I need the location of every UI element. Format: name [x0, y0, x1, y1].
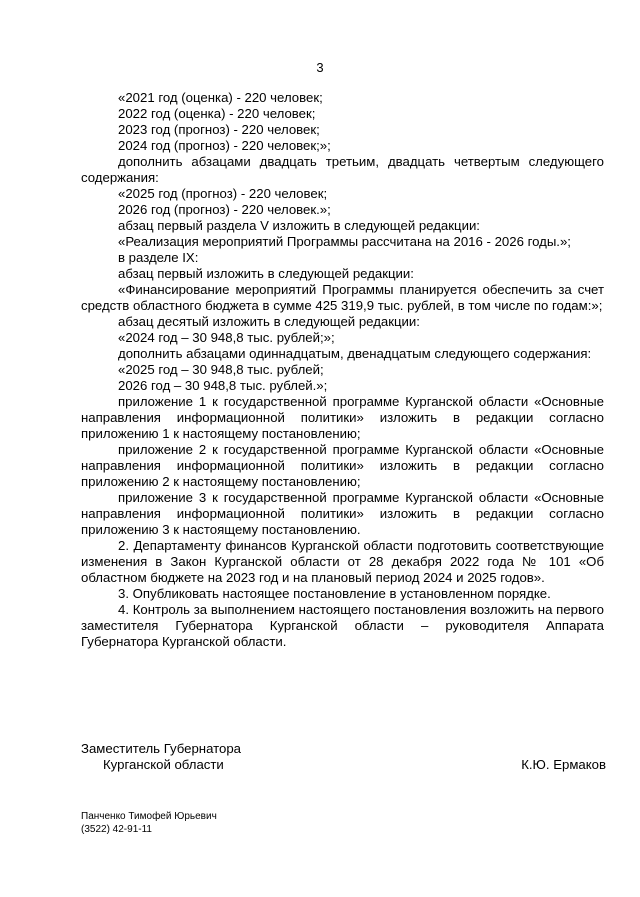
- paragraph: «Финансирование мероприятий Программы планируется обеспечить за счет средств областного бюджета в сумме 425 319,9 тыс. рублей, в том числе по годам:»;: [81, 282, 604, 313]
- paragraph: 3. Опубликовать настоящее постановление в установленном порядке.: [118, 586, 551, 601]
- page-number: 3: [316, 60, 324, 75]
- executor-name: Панченко Тимофей Юрьевич: [81, 811, 217, 822]
- paragraph: в разделе IX:: [118, 250, 199, 265]
- paragraph: «2025 год (прогноз) - 220 человек;: [118, 186, 328, 201]
- executor-phone: (3522) 42-91-11: [81, 824, 152, 835]
- paragraph: 2024 год (прогноз) - 220 человек;»;: [118, 138, 331, 153]
- paragraph: приложение 1 к государственной программе Курганской области «Основные направления информационной политики» изложить в редакции согласно приложению 1 к настоящему постановлению;: [81, 394, 604, 441]
- paragraph: дополнить абзацами одиннадцатым, двенадцатым следующего содержания:: [118, 346, 592, 361]
- paragraph: 2023 год (прогноз) - 220 человек;: [118, 122, 320, 137]
- paragraph: абзац первый раздела V изложить в следующей редакции:: [118, 218, 480, 233]
- paragraph: абзац десятый изложить в следующей редакции:: [118, 314, 420, 329]
- paragraph: приложение 3 к государственной программе Курганской области «Основные направления информационной политики» изложить в редакции согласно приложению 3 к настоящему постановлению.: [81, 490, 604, 537]
- paragraph: 2. Департаменту финансов Курганской области подготовить соответствующие изменения в Закон Курганской области от 28 декабря 2022 года № 101 «Об областном бюджете на 2023 год и на плановый период 2024 и 2025 годов».: [81, 538, 604, 585]
- signatory-name: К.Ю. Ермаков: [521, 757, 606, 772]
- paragraph: 2026 год – 30 948,8 тыс. рублей.»;: [118, 378, 328, 393]
- signature-position-line2: Курганской области: [103, 757, 224, 772]
- paragraph: абзац первый изложить в следующей редакции:: [118, 266, 414, 281]
- paragraph: «2024 год – 30 948,8 тыс. рублей;»;: [118, 330, 335, 345]
- paragraph: 2026 год (прогноз) - 220 человек.»;: [118, 202, 331, 217]
- paragraph: дополнить абзацами двадцать третьим, двадцать четвертым следующего содержания:: [81, 154, 604, 185]
- paragraph: 4. Контроль за выполнением настоящего постановления возложить на первого заместителя Губернатора Курганской области – руководителя Аппарата Губернатора Курганской области.: [81, 602, 604, 649]
- paragraph: «2025 год – 30 948,8 тыс. рублей;: [118, 362, 324, 377]
- signature-position-line1: Заместитель Губернатора: [81, 741, 242, 756]
- document-body: [81, 90, 604, 650]
- paragraph: «2021 год (оценка) - 220 человек;: [118, 90, 323, 105]
- paragraph: приложение 2 к государственной программе Курганской области «Основные направления информационной политики» изложить в редакции согласно приложению 2 к настоящему постановлению;: [81, 442, 604, 489]
- paragraph: 2022 год (оценка) - 220 человек;: [118, 106, 316, 121]
- paragraph: «Реализация мероприятий Программы рассчитана на 2016 - 2026 годы.»;: [118, 234, 571, 249]
